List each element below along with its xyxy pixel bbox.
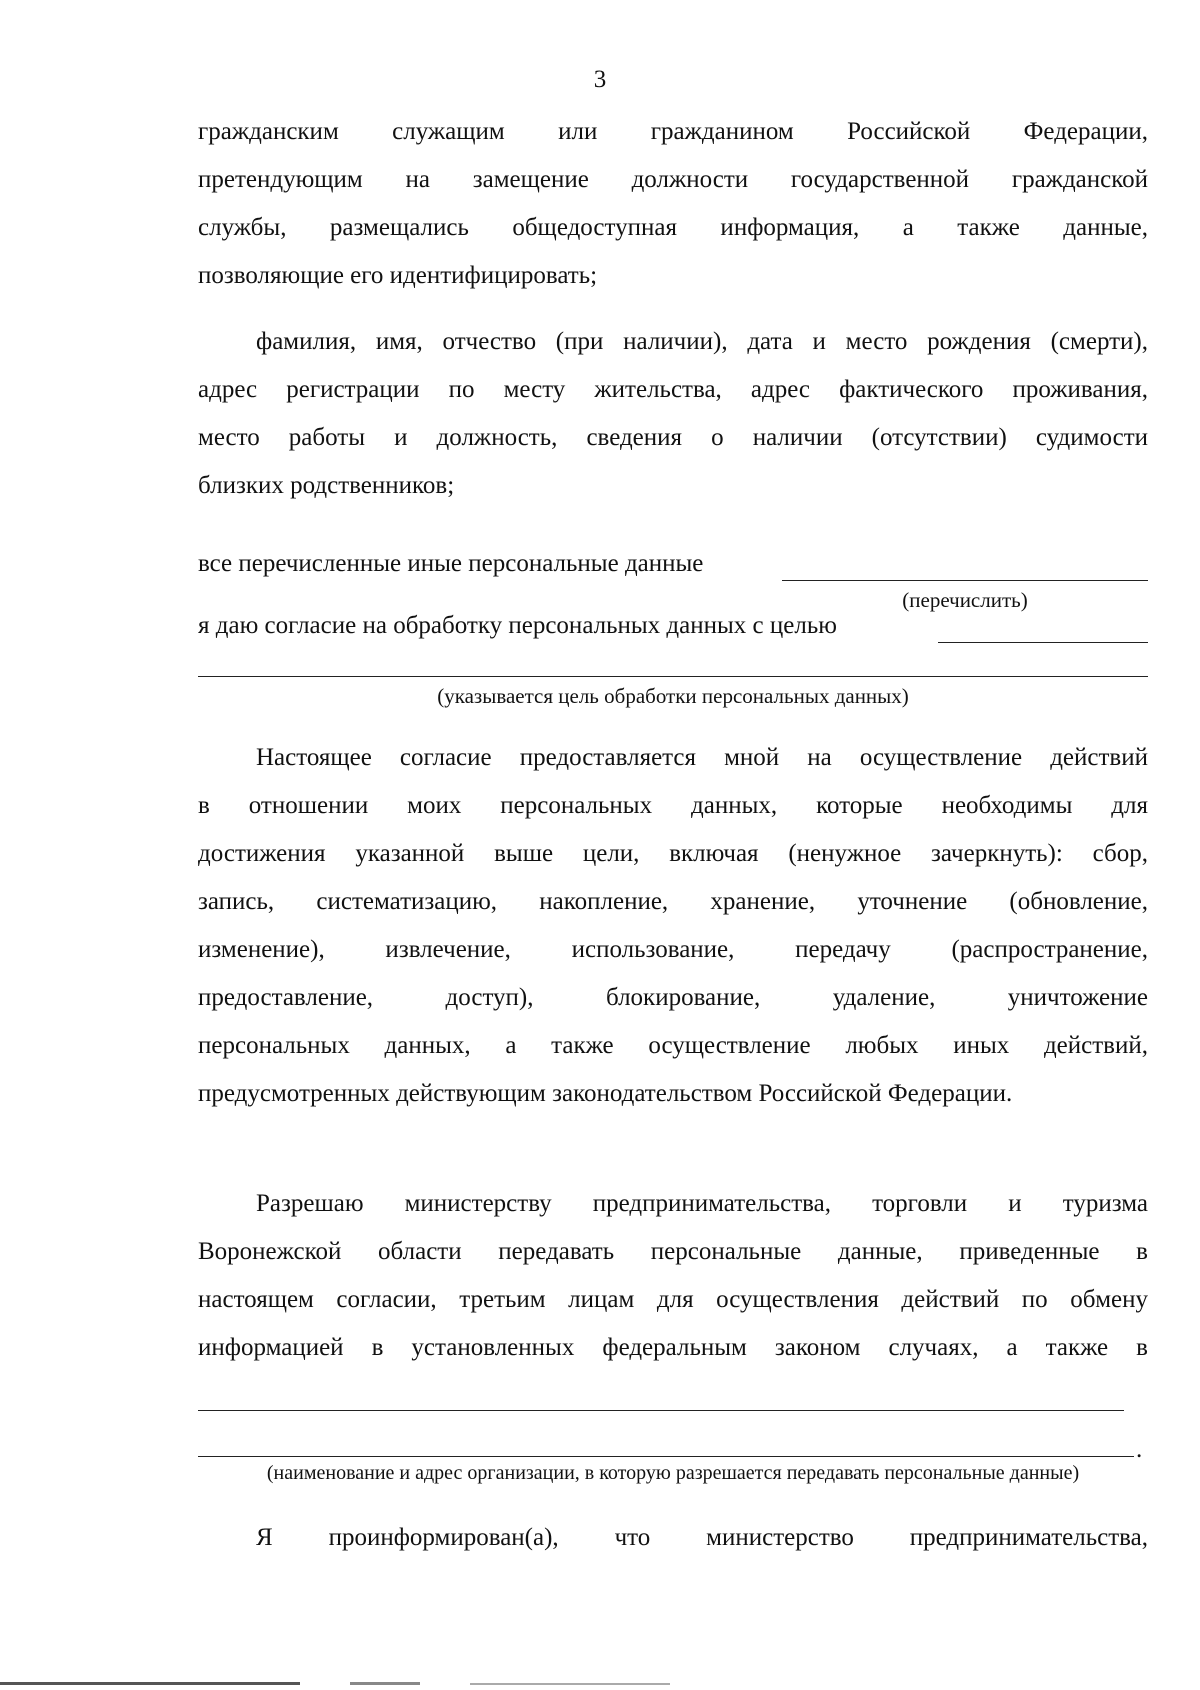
paragraph-line: позволяющие его идентифицировать; <box>198 262 598 289</box>
paragraph-line: претендующим на замещение должности государственной гражданской <box>198 166 1148 193</box>
scan-edge-mark <box>0 1682 300 1685</box>
paragraph-2 <box>198 318 1148 510</box>
line-end-mark: . <box>1136 1436 1143 1463</box>
paragraph-line: персональных данных, а также осуществление любых иных действий, <box>198 1032 1148 1059</box>
other-data-fill-line[interactable] <box>782 580 1148 581</box>
paragraph-line: достижения указанной выше цели, включая (ненужное зачеркнуть): сбор, <box>198 840 1148 867</box>
paragraph-line: предусмотренных действующим законодательством Российской Федерации. <box>198 1080 1013 1107</box>
paragraph-line: близких родственников; <box>198 472 455 499</box>
paragraph-5 <box>198 1514 1148 1562</box>
other-data-field-label: все перечисленные иные персональные данные <box>198 550 704 577</box>
paragraph-line: адрес регистрации по месту жительства, адрес фактического проживания, <box>198 376 1148 403</box>
paragraph-line: фамилия, имя, отчество (при наличии), дата и место рождения (смерти), <box>256 328 1148 355</box>
page-number: 3 <box>593 66 607 93</box>
scan-edge-mark <box>350 1682 420 1685</box>
paragraph-line: запись, систематизацию, накопление, хранение, уточнение (обновление, <box>198 888 1148 915</box>
paragraph-line: гражданским служащим или гражданином Российской Федерации, <box>198 118 1148 145</box>
paragraph-line: место работы и должность, сведения о наличии (отсутствии) судимости <box>198 424 1148 451</box>
paragraph-line: Разрешаю министерству предпринимательства, торговли и туризма <box>256 1190 1148 1217</box>
paragraph-line: службы, размещались общедоступная информация, а также данные, <box>198 214 1148 241</box>
paragraph-line: информацией в установленных федеральным законом случаях, а также в <box>198 1334 1148 1361</box>
paragraph-line: изменение), извлечение, использование, передачу (распространение, <box>198 936 1148 963</box>
scan-edge-mark <box>470 1683 670 1685</box>
purpose-field-label: я даю согласие на обработку персональных данных с целью <box>198 612 837 639</box>
purpose-fill-line-1[interactable] <box>938 642 1148 643</box>
organization-fill-line-1[interactable] <box>198 1410 1124 1411</box>
paragraph-line: предоставление, доступ), блокирование, удаление, уничтожение <box>198 984 1148 1011</box>
paragraph-3 <box>198 734 1148 1118</box>
organization-caption: (наименование и адрес организации, в которую разрешается передавать персональные данные) <box>266 1462 1080 1484</box>
paragraph-1 <box>198 108 1148 300</box>
other-data-caption: (перечислить) <box>902 588 1028 612</box>
purpose-fill-line-2[interactable] <box>198 676 1148 677</box>
paragraph-line: Настоящее согласие предоставляется мной на осуществление действий <box>256 744 1148 771</box>
organization-fill-line-2[interactable] <box>198 1456 1134 1457</box>
paragraph-line: Воронежской области передавать персональные данные, приведенные в <box>198 1238 1148 1265</box>
paragraph-line: Я проинформирован(а), что министерство предпринимательства, <box>256 1524 1148 1551</box>
paragraph-4 <box>198 1180 1148 1372</box>
paragraph-line: в отношении моих персональных данных, которые необходимы для <box>198 792 1148 819</box>
purpose-caption: (указывается цель обработки персональных данных) <box>437 684 909 708</box>
paragraph-line: настоящем согласии, третьим лицам для осуществления действий по обмену <box>198 1286 1148 1313</box>
